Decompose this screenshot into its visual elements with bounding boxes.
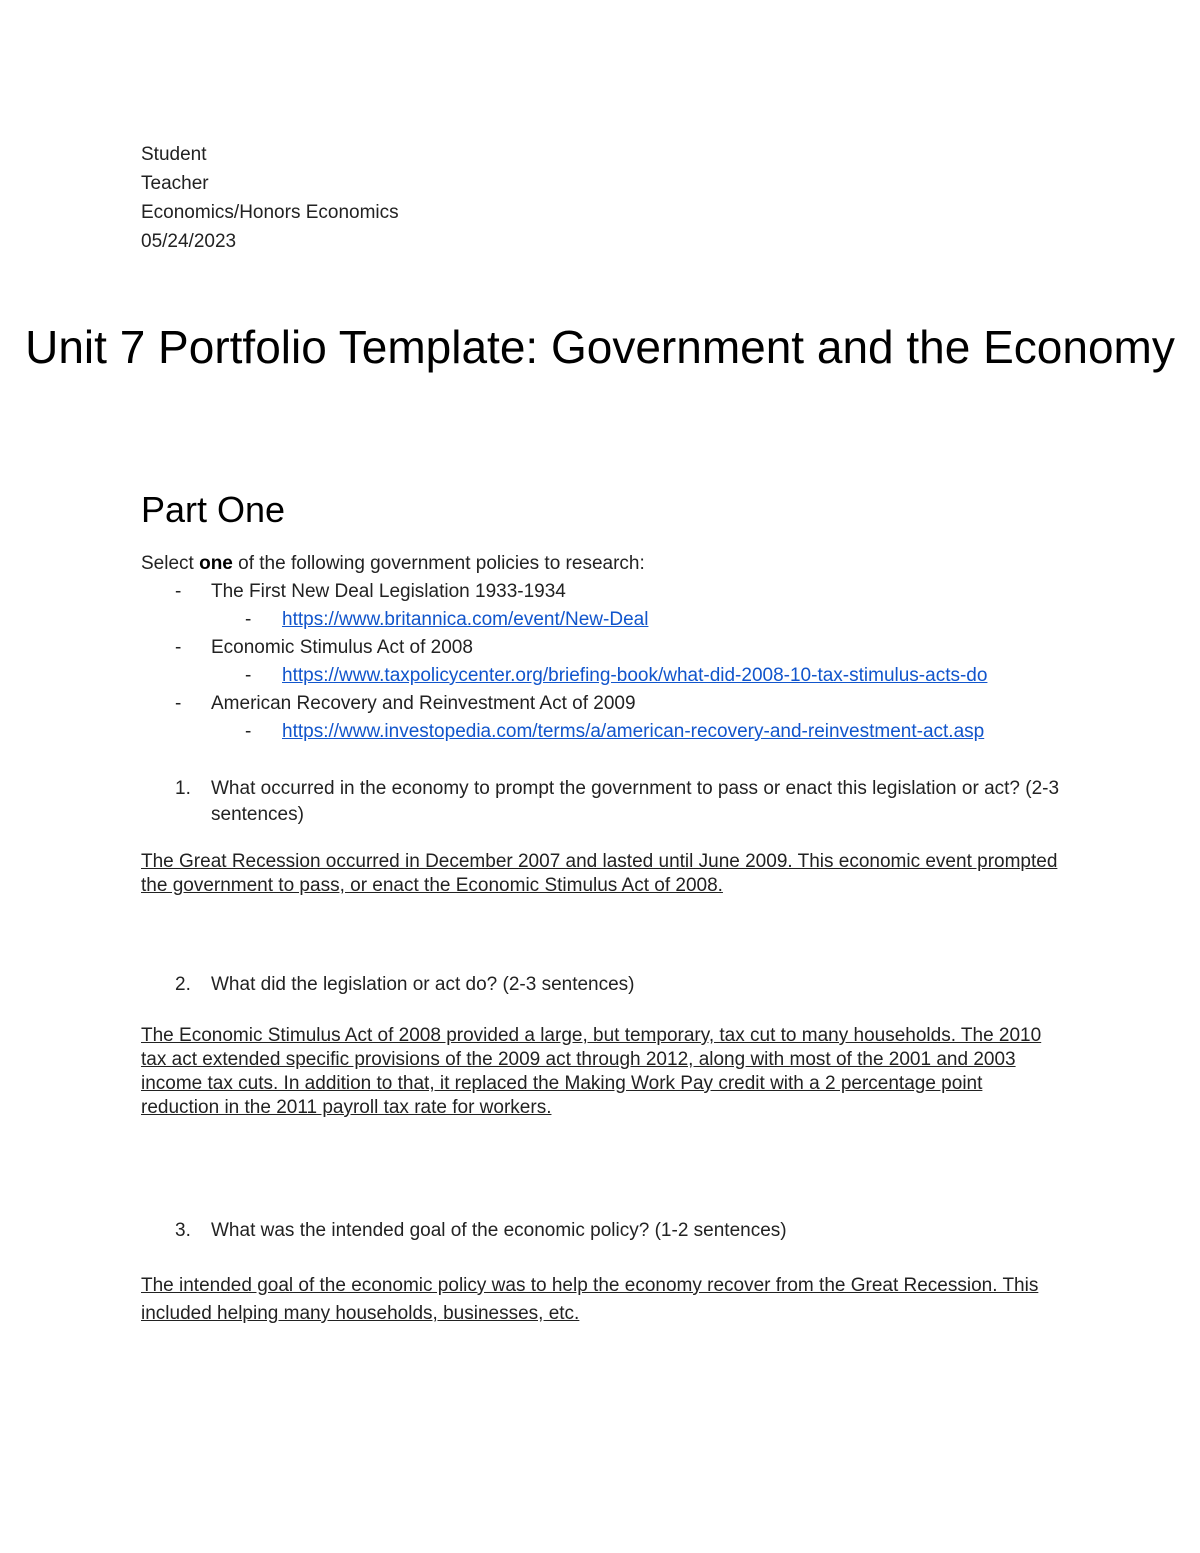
instructions-emphasis: one: [199, 553, 233, 574]
policy-link-stimulus-2008[interactable]: https://www.taxpolicycenter.org/briefing-book/what-did-2008-10-tax-stimulus-acts-do: [282, 665, 988, 686]
teacher-name: Teacher: [141, 173, 209, 194]
list-item: [141, 662, 1061, 690]
document-title: Unit 7 Portfolio Template: Government and the Economy: [25, 321, 1175, 373]
bullet-dash: -: [175, 581, 182, 602]
submission-date: 05/24/2023: [141, 231, 237, 252]
list-item: [141, 690, 1061, 718]
policy-name: American Recovery and Reinvestment Act of 2009: [211, 693, 636, 714]
instructions-end: of the following government policies to research:: [232, 553, 645, 574]
part-one-heading: Part One: [141, 489, 286, 530]
bullet-dash: -: [245, 665, 252, 686]
instructions: [141, 550, 1061, 578]
question-2: [141, 972, 1061, 998]
course-name: Economics/Honors Economics: [141, 202, 399, 223]
student-name: Student: [141, 144, 207, 165]
question-text: What occurred in the economy to prompt the government to pass or enact this legislation or act? (2-3 sentences): [211, 778, 1060, 825]
policy-link-new-deal[interactable]: https://www.britannica.com/event/New-Deal: [282, 609, 649, 630]
part-one-body: [141, 550, 1061, 1328]
policy-link-recovery-2009[interactable]: https://www.investopedia.com/terms/a/american-recovery-and-reinvestment-act.asp: [282, 721, 985, 742]
document-content: [25, 140, 1175, 1324]
list-item: [141, 634, 1061, 662]
question-3: [141, 1218, 1061, 1244]
answer-2: The Economic Stimulus Act of 2008 provided a large, but temporary, tax cut to many households. The 2010 tax act extended specific provisions of the 2009 act through 2012, along with most of the 2001 and 2003 income tax cuts. In addition to that, it replaced the Making Work Pay credit with a 2 percentage point reduction in the 2011 payroll tax rate for workers.: [141, 1025, 1042, 1118]
policy-name: Economic Stimulus Act of 2008: [211, 637, 473, 658]
list-item: [141, 578, 1061, 606]
bullet-dash: -: [175, 637, 182, 658]
answer-1: The Great Recession occurred in December 2007 and lasted until June 2009. This economic event prompted the government to pass, or enact the Economic Stimulus Act of 2008.: [141, 851, 1058, 896]
question-number: 3.: [175, 1220, 191, 1241]
answer-3: The intended goal of the economic policy was to help the economy recover from the Great Recession. This included helping many households, businesses, etc.: [141, 1275, 1039, 1324]
bullet-dash: -: [245, 721, 252, 742]
policy-list: [141, 578, 1061, 746]
instructions-start: Select: [141, 553, 200, 574]
list-item: [141, 606, 1061, 634]
bullet-dash: -: [245, 609, 252, 630]
question-text: What was the intended goal of the economic policy? (1-2 sentences): [211, 1220, 787, 1241]
bullet-dash: -: [175, 693, 182, 714]
question-number: 1.: [175, 778, 191, 799]
question-text: What did the legislation or act do? (2-3 sentences): [211, 974, 635, 995]
question-number: 2.: [175, 974, 191, 995]
question-1: [141, 776, 1061, 828]
list-item: [141, 718, 1061, 746]
student-header: [141, 140, 1061, 256]
policy-name: The First New Deal Legislation 1933-1934: [211, 581, 566, 602]
